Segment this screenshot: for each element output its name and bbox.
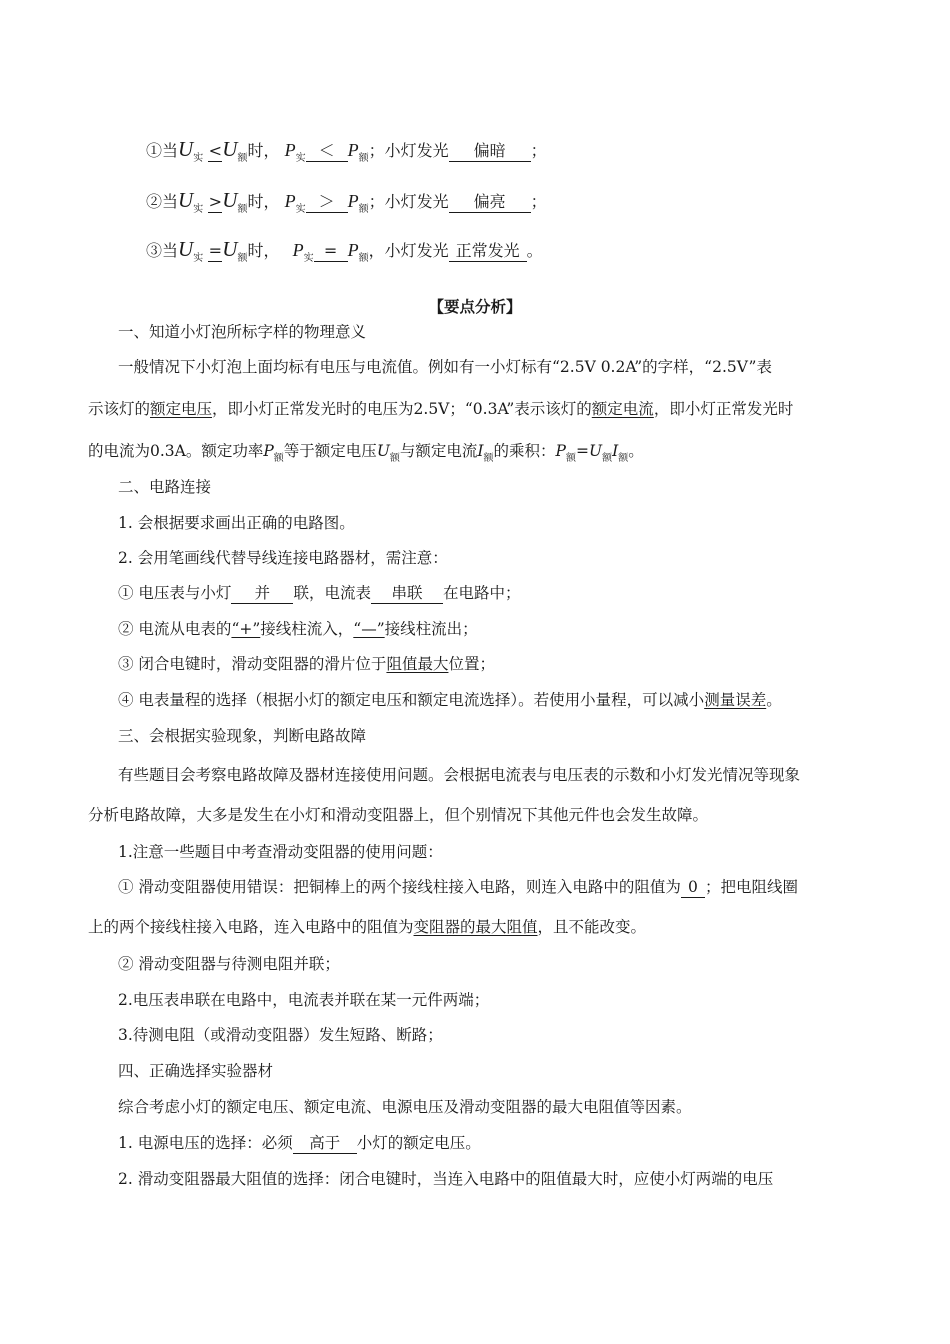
text: 。 <box>526 241 543 260</box>
list-item: 1. 会根据要求画出正确的电路图。 <box>118 514 355 532</box>
voltage-symbol: U <box>222 237 238 261</box>
voltage-symbol: U <box>178 237 194 261</box>
underlined-term: 测量误差 <box>704 691 767 709</box>
subscript: 实 <box>193 253 204 264</box>
comparison-blank: < <box>208 141 222 160</box>
subscript: 实 <box>295 204 306 215</box>
text: ① 滑动变阻器使用错误：把铜棒上的两个接线柱接入电路，则连入电路中的阻值为 <box>118 878 681 896</box>
paragraph-line <box>118 356 772 378</box>
subscript: 实 <box>303 253 314 264</box>
voltage-symbol: U <box>588 442 603 460</box>
voltage-symbol: U <box>178 137 194 161</box>
text: ④ 电表量程的选择（根据小灯的额定电压和额定电流选择）。若使用小量程，可以减小 <box>118 691 705 709</box>
underlined-term: “—” <box>353 620 385 638</box>
text: ； <box>530 192 547 211</box>
paragraph-line <box>88 398 793 420</box>
text: ② 电流从电表的 <box>118 620 232 638</box>
section-title-1: 一、知道小灯泡所标字样的物理意义 <box>118 323 367 341</box>
list-item: 2. 滑动变阻器最大阻值的选择：闭合电键时，当连入电路中的阻值最大时，应使小灯两端的电压 <box>118 1170 774 1188</box>
section-title-2: 二、电路连接 <box>118 478 212 496</box>
light-state-blank: 偏亮 <box>449 192 531 213</box>
underlined-term: 变阻器的最大阻值 <box>413 918 538 936</box>
text: 时， <box>247 192 280 211</box>
text: ，小灯发光 <box>368 241 449 260</box>
text: 当 <box>162 241 179 260</box>
section-title-4: 四、正确选择实验器材 <box>118 1062 274 1080</box>
power-symbol: P <box>292 240 304 260</box>
text: 接线柱流入， <box>260 620 354 638</box>
paragraph-line: 有些题目会考察电路故障及器材连接使用问题。会根据电流表与电压表的示数和小灯发光情况等现象 <box>118 766 801 784</box>
list-item: 2.电压表串联在电路中，电流表并联在某一元件两端； <box>118 991 490 1009</box>
subscript: 额 <box>389 453 400 464</box>
power-symbol: P <box>284 191 296 211</box>
condition-line-2 <box>146 189 547 221</box>
underlined-term: 额定电压 <box>150 400 213 418</box>
list-item <box>118 1132 481 1154</box>
subscript: 额 <box>358 253 369 264</box>
circled-number: ③ <box>146 241 163 260</box>
text: 。 <box>766 691 782 709</box>
subscript: 额 <box>358 204 369 215</box>
list-item: ② 滑动变阻器与待测电阻并联； <box>118 955 340 973</box>
text: ；小灯发光 <box>368 192 449 211</box>
power-symbol: P <box>263 442 274 460</box>
power-comparison-blank: ＜ <box>306 141 348 162</box>
text: 与额定电流 <box>399 442 478 460</box>
power-symbol: P <box>347 240 359 260</box>
comparison-blank: > <box>208 192 222 211</box>
subscript: 额 <box>273 453 284 464</box>
text: 在电路中； <box>442 584 521 602</box>
circled-number: ① <box>146 141 163 160</box>
voltage-symbol: U <box>222 137 238 161</box>
condition-line-3 <box>146 238 543 270</box>
voltage-symbol: U <box>376 442 390 460</box>
text: 。 <box>628 442 644 460</box>
text: 当 <box>162 141 179 160</box>
subscript: 额 <box>483 453 494 464</box>
power-symbol: P <box>555 442 566 460</box>
list-item <box>118 618 478 640</box>
light-state-blank: 正常发光 <box>449 241 527 262</box>
current-symbol: I <box>477 442 484 460</box>
list-item <box>118 582 520 604</box>
paragraph-line <box>88 440 644 470</box>
text: ，即小灯正常发光时 <box>653 400 794 418</box>
voltage-symbol: U <box>222 188 238 212</box>
text: 一般情况下小灯泡上面均标有电压与电流值。例如有一小灯标有“2.5V 0.2A”的字样，“2.5V”表 <box>118 358 772 376</box>
section-title-3: 三、会根据实验现象，判断电路故障 <box>118 727 367 745</box>
text: 1. 电源电压的选择：必须 <box>118 1134 293 1152</box>
answer-blank: 0 <box>681 877 705 898</box>
text: 上的两个接线柱接入电路，连入电路中的阻值为 <box>88 918 414 936</box>
underlined-term: 阻值最大 <box>386 655 449 673</box>
subscript: 实 <box>193 204 204 215</box>
subscript: 额 <box>565 453 576 464</box>
light-state-blank: 偏暗 <box>449 141 531 162</box>
text: 当 <box>162 192 179 211</box>
text: ① 电压表与小灯 <box>118 584 232 602</box>
text: ，即小灯正常发光时的电压为2.5V；“0.3A”表示该灯的 <box>212 400 592 418</box>
section-heading: 【要点分析】 <box>428 297 522 316</box>
list-item: 1.注意一些题目中考查滑动变阻器的使用问题： <box>118 843 443 861</box>
answer-blank: 串联 <box>371 583 443 604</box>
text: ； <box>530 141 547 160</box>
circled-number: ② <box>146 192 163 211</box>
power-symbol: P <box>284 140 296 160</box>
comparison-blank: = <box>208 241 222 260</box>
subscript: 额 <box>602 453 613 464</box>
list-item: 3.待测电阻（或滑动变阻器）发生短路、断路； <box>118 1026 443 1044</box>
subscript: 额 <box>237 153 248 164</box>
subscript: 实 <box>193 153 204 164</box>
list-item <box>118 689 782 711</box>
paragraph-line <box>88 916 646 938</box>
subscript: 实 <box>295 153 306 164</box>
answer-blank: 并 <box>231 583 293 604</box>
text: 联，电流表 <box>293 584 371 602</box>
power-comparison-blank: = <box>314 241 348 262</box>
text: 的电流为0.3A。额定功率 <box>88 442 264 460</box>
subscript: 额 <box>618 453 629 464</box>
power-comparison-blank: ＞ <box>306 192 348 213</box>
power-symbol: P <box>347 140 359 160</box>
list-item <box>118 876 798 898</box>
text: 接线柱流出； <box>384 620 478 638</box>
current-symbol: I <box>612 442 619 460</box>
subscript: 额 <box>358 153 369 164</box>
power-symbol: P <box>347 191 359 211</box>
text: 位置； <box>448 655 495 673</box>
text: 小灯的额定电压。 <box>356 1134 481 1152</box>
voltage-symbol: U <box>178 188 194 212</box>
text: 时， <box>247 141 280 160</box>
paragraph-line: 综合考虑小灯的额定电压、额定电流、电源电压及滑动变阻器的最大电阻值等因素。 <box>118 1098 692 1116</box>
underlined-term: “+” <box>231 620 261 638</box>
text: ③ 闭合电键时，滑动变阻器的滑片位于 <box>118 655 387 673</box>
equals-sign: = <box>575 442 589 460</box>
text: 示该灯的 <box>88 400 151 418</box>
subscript: 额 <box>237 253 248 264</box>
subscript: 额 <box>237 204 248 215</box>
list-item <box>118 653 495 675</box>
text: 时， <box>247 241 280 260</box>
list-item: 2. 会用笔画线代替导线连接电路器材，需注意： <box>118 549 448 567</box>
text: 等于额定电压 <box>283 442 377 460</box>
underlined-term: 额定电流 <box>591 400 654 418</box>
paragraph-line: 分析电路故障，大多是发生在小灯和滑动变阻器上，但个别情况下其他元件也会发生故障。 <box>88 806 709 824</box>
text: 的乘积： <box>493 442 556 460</box>
answer-blank: 高于 <box>293 1133 357 1154</box>
text: ；把电阻线圈 <box>704 878 798 896</box>
text: ；小灯发光 <box>368 141 449 160</box>
condition-line-1 <box>146 138 547 170</box>
text: ，且不能改变。 <box>537 918 647 936</box>
